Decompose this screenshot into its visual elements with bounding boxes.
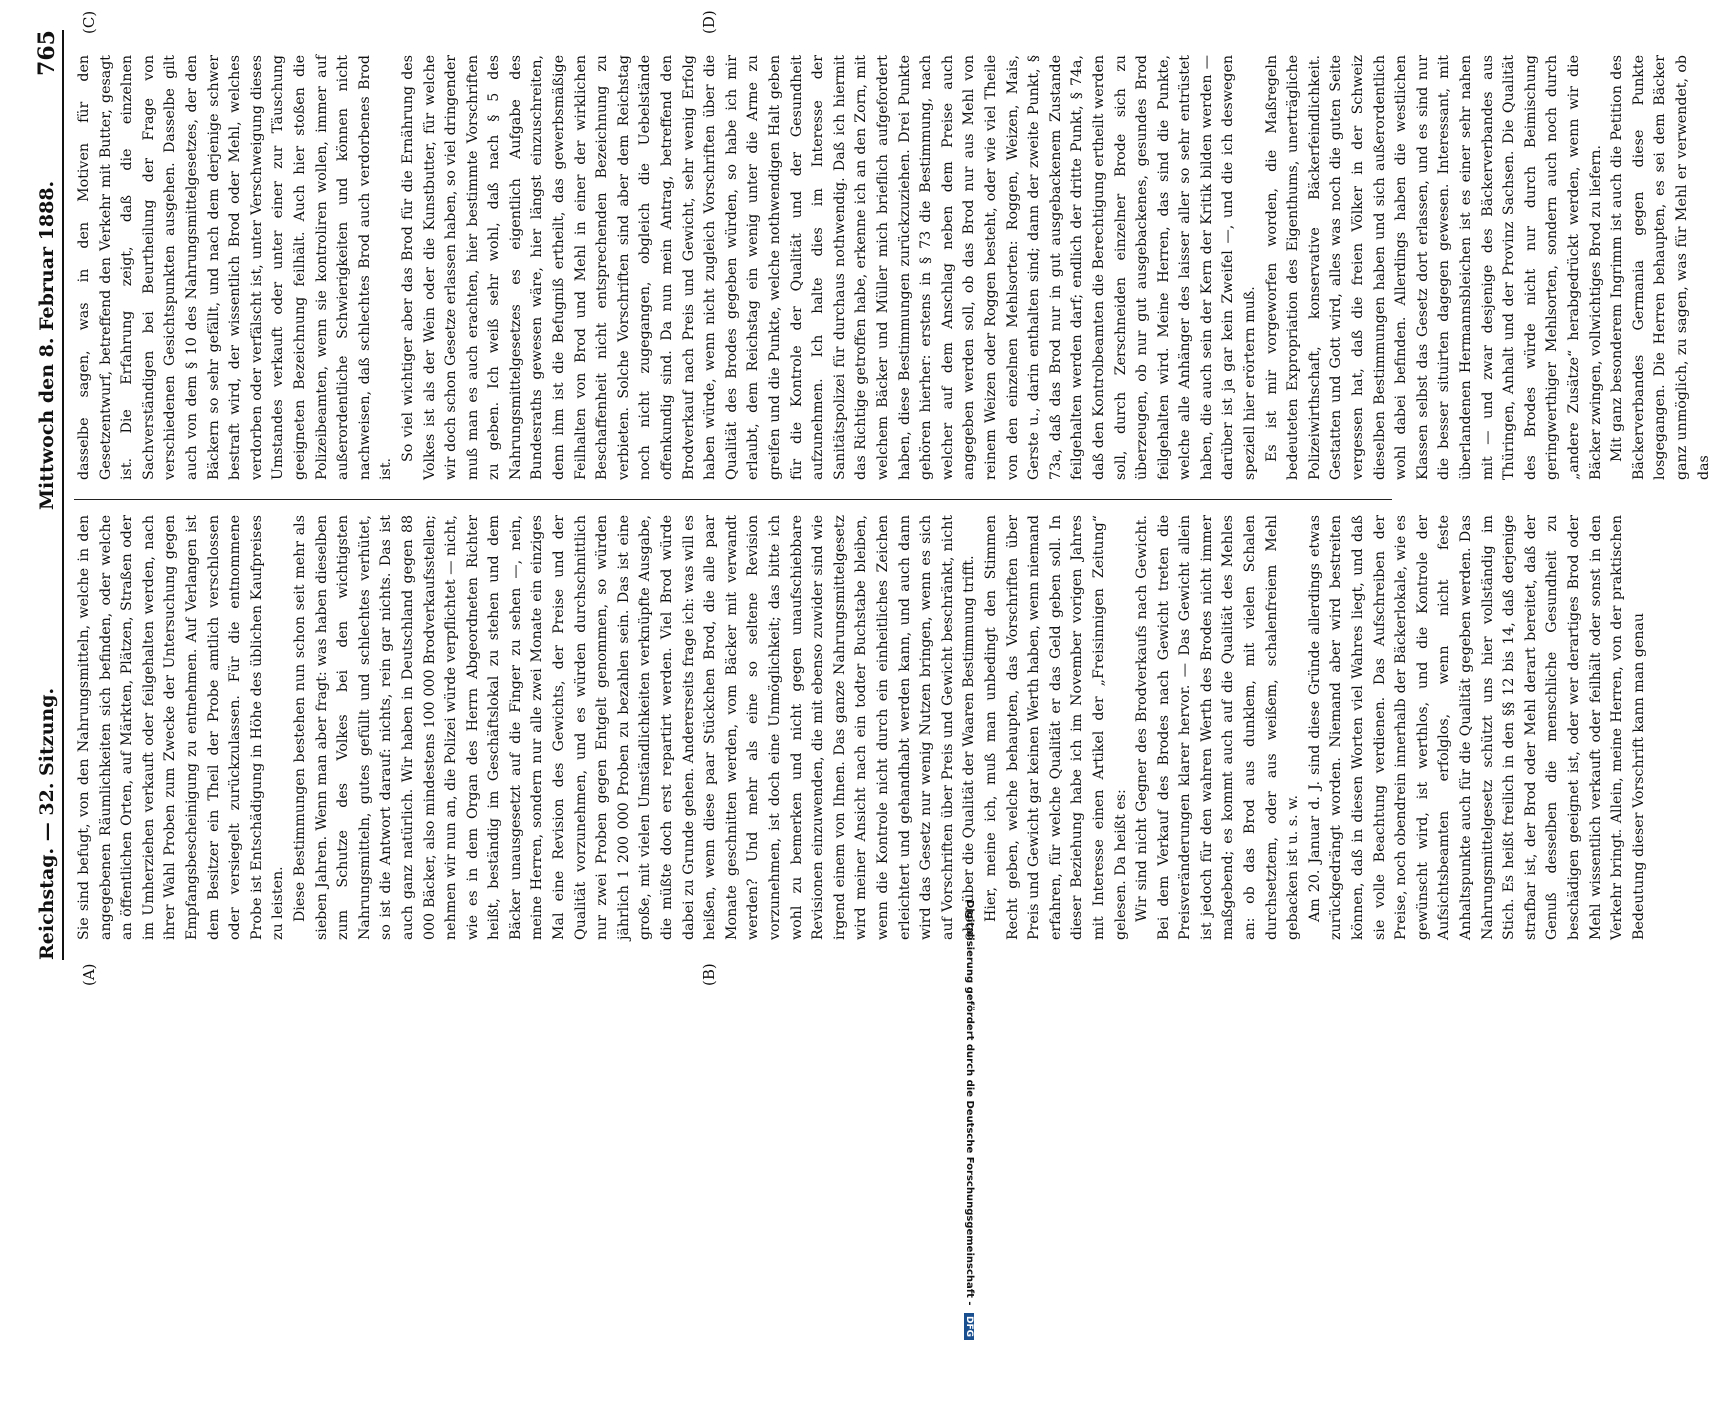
dfg-logo: DFG [964, 1313, 974, 1340]
page-header [28, 30, 64, 960]
digitization-text: Digitalisierung gefördert durch die Deutsche Forschungsgemeinschaft - [964, 900, 975, 1306]
margin-marker-a: (A) [80, 963, 98, 986]
margin-marker-d: (D) [700, 10, 718, 34]
margin-marker-c: (C) [80, 10, 98, 34]
left-paragraph-4: Wir sind nicht Gegner des Brodverkaufs nach Gewicht. Bei dem Verkauf des Brodes nach Gewicht treten die Preisveränderungen klarer hervor. — Das Gewicht allein ist jedoch für den wahren Werth des Brodes nicht immer maßgebend; es kommt auch auf die Qualität des Mehles an: ob das Brod aus dunklem, mit vielen Schalen durchsetztem, oder aus weißem, schalenfreiem Mehl gebacken ist u. s. w. [1134, 515, 1302, 940]
margin-marker-b: (B) [700, 963, 718, 986]
header-date: Mittwoch den 8. Februar 1888. [36, 180, 58, 510]
left-paragraph-1: Sie sind befugt, von den Nahrungsmitteln, welche in den angegebenen Räumlichkeiten sich befinden, oder welche an öffentlichen Orten, auf Märkten, Plätzen, Straßen oder im Umherziehen verkauft oder feilgehalten werden, nach ihrer Wahl Proben zum Zwecke der Untersuchung gegen Empfangsbescheinigung zu entnehmen. Auf Verlangen ist dem Besitzer ein Theil der Probe amtlich verschlossen oder versiegelt zurückzulassen. Für die entnommene Probe ist Entschädigung in Höhe des üblichen Kaufpreises zu leisten. [76, 515, 287, 940]
digitization-note [964, 900, 975, 1420]
right-paragraph-4: Mit ganz besonderem Ingrimm ist auch die Petition des Bäckerverbandes Germania gegen diese Punkte losgegangen. Die Herren behaupten, es sei dem Bäcker ganz unmöglich, zu sagen, was für Mehl er verwendet, ob das [1609, 55, 1712, 480]
right-paragraph-3: Es ist mir vorgeworfen worden, die Maßregeln bedeuteten Expropriation des Eigenthums, unerträgliche Polizeiwirthschaft, konservative Bäckerfeindlichkeit. Gestatten und Gott wird, alles was noch die guten Seite vergessen hat, daß die freien Völker in der Schweiz dieselben Bestimmungen haben und sich außerordentlich wohl dabei befinden. Allerdings haben die westlichen Klassen selbst das Gesetz dort erlassen, und es sind nur die besser situirten dagegen gewesen. Interessant, mit überlandenen Hermannsbleichen ist es einer sehr nahen mit — und zwar desjenige des Bäckerverbandes aus Thüringen, Anhalt und der Provinz Sachsen. Die Qualität des Brodes würde nicht nur durch Beimischung geringwerthiger Mehlsorten, sondern auch noch durch „andere Zusätze“ herabgedrückt werden, wenn wir die Bäcker zwingen, vollwichtiges Brod zu liefern. [1263, 55, 1604, 480]
column-divider [74, 499, 1392, 500]
left-paragraph-5: Am 20. Januar d. J. sind diese Gründe allerdings etwas zurückgedrängt worden. Niemand aber wird bestreiten können, daß in diesen Worten viel Wahres liegt, und daß sie volle Beachtung verdienen. Das Aufschreiben der Preise, noch obendrein innerhalb der Bäckerlokale, wie es gewünscht wird, ist werthlos, und die Kontrole der Aufsichtsbeamten erfolglos, wenn nicht feste Anhaltspunkte auch für die Qualität gegeben werden. Das Nahrungsmittelgesetz schützt uns hier vollständig im Stich. Es heißt freilich in den §§ 12 bis 14, daß derjenige strafbar ist, der Brod oder Mehl derart bereitet, daß der Genuß desselben die menschliche Gesundheit zu beschädigen geeignet ist, oder wer derartiges Brod oder Mehl wissentlich verkauft oder feilhält oder sonst in den Verkehr bringt. Allein, meine Herren, von der praktischen Bedeutung dieser Vorschrift kann man genau [1306, 515, 1647, 940]
right-paragraph-2: So viel wichtiger aber das Brod für die Ernährung des Volkes ist als der Wein oder die Kunstbutter, für welche wir doch schon Gesetze erlassen haben, so viel dringender muß man es auch erachten, hier bestimmte Vorschriften zu geben. Ich weiß sehr wohl, daß nach § 5 des Nahrungsmittelgesetzes es eigentlich Aufgabe des Bundesraths gewesen wäre, hier längst einzuschreiten, denn ihm ist die Befugniß ertheilt, das gewerbsmäßige Feilhalten von Brod und Mehl in einer der wirklichen Beschaffenheit nicht entsprechenden Bezeichnung zu verbieten. Solche Vorschriften sind aber dem Reichstag noch nicht zugegangen, obgleich die Uebelstände offenkundig sind. Da nun mein Antrag, betreffend den Brodverkauf nach Preis und Gewicht, sehr wenig Erfolg haben würde, wenn nicht zugleich Vorschriften über die Qualität des Brodes gegeben würden, so habe ich mir erlaubt, dem Reichstag ein wenig unter die Arme zu greifen und die Punkte, welche nothwendigen Halt geben für die Kontrole der Qualität und der Gesundheit aufzunehmen. Ich halte dies im Interesse der Sanitätspolizei für durchaus nothwendig. Daß ich hiermit das Richtige getroffen habe, erkenne ich an den Zorn, mit welchem Bäcker und Müller mich brieflich aufgefordert haben, diese Bestimmungen zurückzuziehen. Drei Punkte gehören hierher: erstens in § 73 die Bestimmung, nach welcher auf dem Anschlag neben dem Preise auch angegeben werden soll, ob das Brod nur aus Mehl von reinem Weizen oder Roggen besteht, oder wie viel Theile von den einzelnen Mehlsorten: Roggen, Weizen, Mais, Gerste u., darin enthalten sind; dann der zweite Punkt, § 73a, daß das Brod nur in gut ausgebackenem Zustande feilgehalten werden darf; endlich der dritte Punkt, § 74a, daß den Kontrolbeamten die Berechtigung ertheilt werden soll, durch Zerschneiden einzelner Brode sich zu überzeugen, ob nur gut ausgebackenes, gesundes Brod feilgehalten wird. Meine Herren, das sind die Punkte, welche alle Anhänger des laisser aller so sehr entrüstet haben, die auch sein der Kern der Kritik bilden werden — darüber ist ja gar kein Zweifel —, und die ich deswegen speziell hier erörtern muß. [399, 55, 1259, 480]
left-column [74, 515, 1647, 940]
header-left: Reichstag. — 32. Sitzung. [36, 687, 58, 960]
right-paragraph-1: dasselbe sagen, was in den Motiven für den Gesetzentwurf, betreffend den Verkehr mit Butter, gesagt ist. Die Erfahrung zeigt, daß die einzelnen Sachverständigen bei Beurtheilung der Frage von verschiedenen Gesichtspunkten ausgehen. Dasselbe gilt auch von dem § 10 des Nahrungsmittelgesetzes, der den Bäckern so sehr gefällt, und nach dem derjenige schwer bestraft wird, der wissentlich Brod oder Mehl, welches verdorben oder verfälscht ist, unter Verschweigung dieses Umstandes verkauft oder unter einer zur Täuschung geeigneten Bezeichnung feilhält. Auch hier stoßen die Polizeibeamten, wenn sie kontroliren wollen, immer auf außerordentliche Schwierigkeiten und können nicht nachweisen, daß schlechtes Brod auch verdorbenes Brod ist. [76, 55, 395, 480]
page-number: 765 [34, 30, 60, 76]
left-paragraph-3: Hier, meine ich, muß man unbedingt den Stimmen Recht geben, welche behaupten, das Vorschriften über Preis und Gewicht gar keinen Werth haben, wenn niemand erfahren, für welche Qualität er das Geld geben soll. In dieser Beziehung habe ich im November vorigen Jahres mit Interesse einen Artikel der „Freisinnigen Zeitung“ gelesen. Da heißt es: [982, 515, 1129, 940]
left-paragraph-2: Diese Bestimmungen bestehen nun schon seit mehr als sieben Jahren. Wenn man aber fragt: was haben dieselben zum Schutze des Volkes bei den wichtigsten Nahrungsmitteln, gutes gefüllt und schlechtes verhütet, so ist die Antwort darauf: nichts, rein gar nichts. Das ist auch ganz natürlich. Wir haben in Deutschland gegen 88 000 Bäcker, also mindestens 100 000 Brodverkaufsstellen; nehmen wir nun an, die Polizei würde verpflichtet — nicht, wie es in dem Organ des Herrn Abgeordneten Richter heißt, beständig im Geschäftslokal zu stehen und dem Bäcker unausgesetzt auf die Finger zu sehen —, nein, meine Herren, sondern nur alle zwei Monate ein einziges Mal eine Revision des Gewichts, der Preise und der Qualität vorzunehmen, und es würden durchschnittlich nur zwei Proben gegen Entgelt genommen, so würden jährlich 1 200 000 Proben zu bezahlen sein. Das ist eine große, mit vielen Umständlichkeiten verknüpfte Ausgabe, die müßte doch erst repartirt werden. Viel Brod würde dabei zu Grunde gehen. Andererseits frage ich: was will es heißen, wenn diese paar Stückchen Brod, die alle paar Monate geschnitten werden, vom Bäcker mit verwandt werden? Und mehr als eine so seltene Revision vorzunehmen, ist doch eine Unmöglichkeit; das bitte ich wohl zu bemerken und nicht gegen unaufschiebbare Revisionen einzuwenden, die mit ebenso zuwider sind wie irgend einem von Ihnen. Das ganze Nahrungsmittelgesetz wird meiner Ansicht nach ein todter Buchstabe bleiben, wenn die Kontrole nicht durch ein einheitliches Zeichen erleichtert und gehandhabt werden kann, und auch dann wird das Gesetz nur wenig Nutzen bringen, wenn es sich auf Vorschriften über Preis und Gewicht beschränkt, nicht aber über die Qualität der Waaren Bestimmung trifft. [291, 515, 978, 940]
right-column [74, 55, 1712, 480]
